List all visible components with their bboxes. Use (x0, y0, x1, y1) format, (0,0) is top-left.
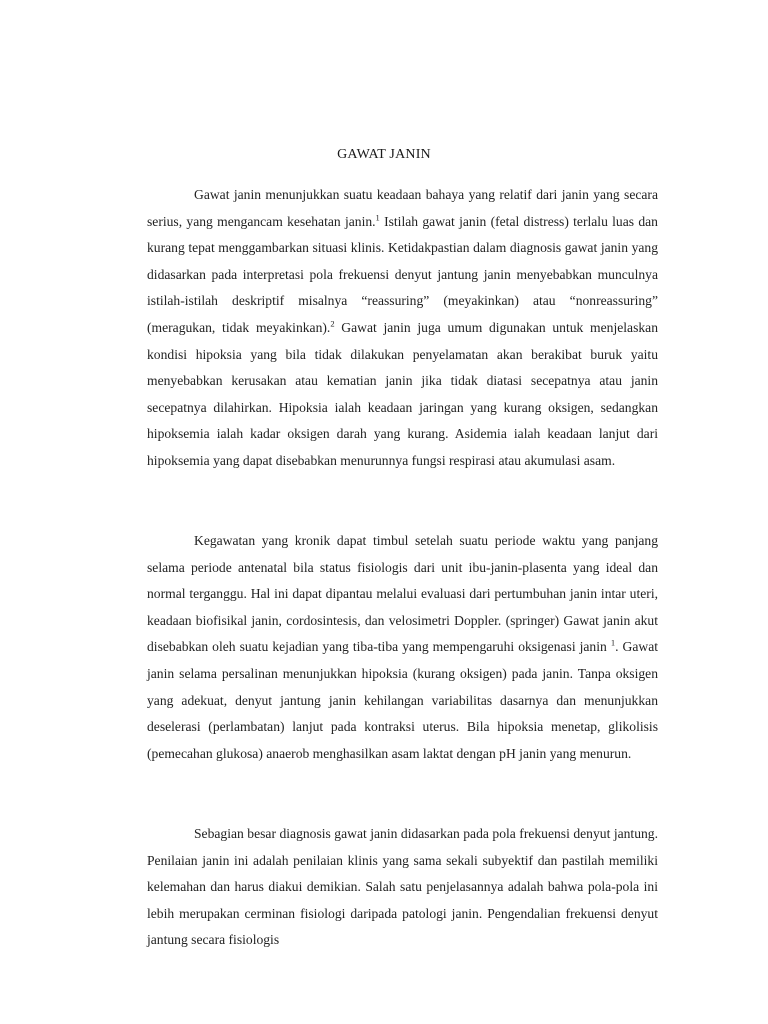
paragraph-3 (147, 821, 658, 954)
paragraph-text: Gawat janin menunjukkan suatu keadaan bahaya yang relatif dari janin yang secara serius, yang mengancam kesehatan janin. (147, 187, 658, 229)
paragraph-1 (147, 182, 658, 475)
document-title: GAWAT JANIN (337, 147, 431, 162)
paragraph-text: Gawat janin juga umum digunakan untuk menjelaskan kondisi hipoksia yang bila tidak dilakukan penyelamatan akan berakibat buruk yaitu menyebabkan kerusakan atau kematian janin jika tidak diatasi secepatnya atau janin secepatnya dilahirkan. Hipoksia ialah keadaan jaringan yang kurang oksigen, sedangkan hipoksemia ialah kadar oksigen darah yang kurang. Asidemia ialah keadaan lanjut dari hipoksemia yang dapat disebabkan menurunnya fungsi respirasi atau akumulasi asam. (147, 319, 658, 468)
paragraph-text: . Gawat janin selama persalinan menunjukkan hipoksia (kurang oksigen) pada janin. Tanpa oksigen yang adekuat, denyut jantung janin kehilangan variabilitas dasarnya dan menunjukkan deselerasi (perlambatan) lanjut pada kontraksi uterus. Bila hipoksia menetap, glikolisis (pemecahan glukosa) anaerob menghasilkan asam laktat dengan pH janin yang menurun. (147, 639, 658, 761)
footnote-reference: 1 (375, 212, 380, 223)
footnote-reference: 2 (330, 318, 335, 329)
paragraph-2 (147, 528, 658, 767)
footnote-reference: 1 (610, 637, 616, 648)
paragraph-text: Istilah gawat janin (fetal distress) terlalu luas dan kurang tepat menggambarkan situasi klinis. Ketidakpastian dalam diagnosis gawat janin yang didasarkan pada interpretasi pola frekuensi denyut jantung janin menyebabkan munculnya istilah-istilah deskriptif misalnya “reassuring” (meyakinkan) atau “nonreassuring” (meragukan, tidak meyakinkan). (147, 213, 658, 335)
paragraph-text: Sebagian besar diagnosis gawat janin didasarkan pada pola frekuensi denyut jantung. Penilaian janin ini adalah penilaian klinis yang sama sekali subyektif dan pastilah memiliki kelemahan dan harus diakui demikian. Salah satu penjelasannya adalah bahwa pola-pola ini lebih merupakan cerminan fisiologi daripada patologi janin. Pengendalian frekuensi denyut jantung secara fisiologis (147, 826, 658, 948)
paragraph-text: Kegawatan yang kronik dapat timbul setelah suatu periode waktu yang panjang selama periode antenatal bila status fisiologis dari unit ibu-janin-plasenta yang ideal dan normal terganggu. Hal ini dapat dipantau melalui evaluasi dari pertumbuhan janin intar uteri, keadaan biofisikal janin, cordosintesis, dan velosimetri Doppler. (springer) Gawat janin akut disebabkan oleh suatu kejadian yang tiba-tiba yang mempengaruhi oksigenasi janin (147, 533, 658, 655)
